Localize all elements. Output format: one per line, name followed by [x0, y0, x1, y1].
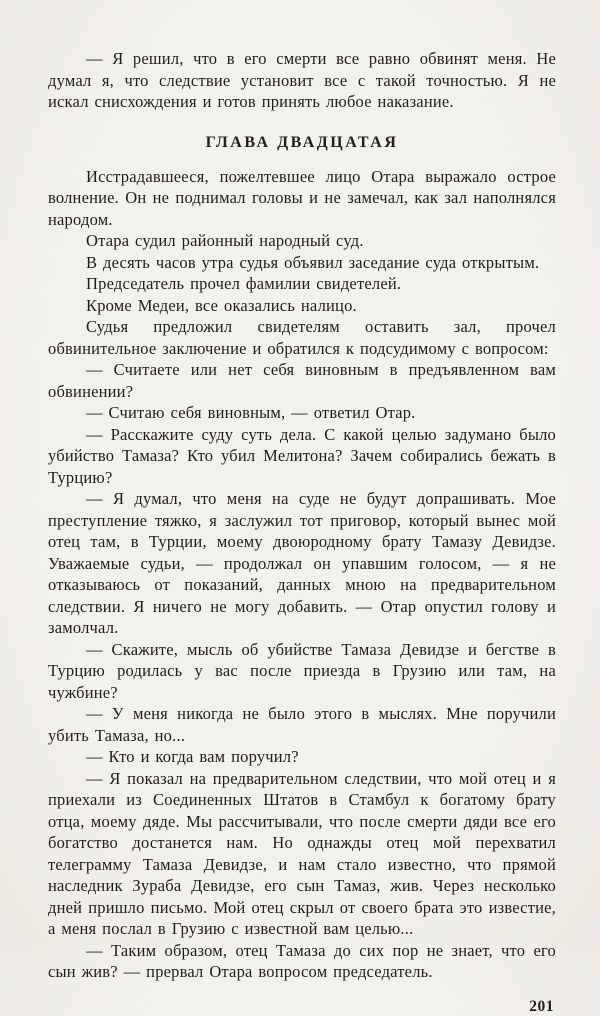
paragraph: — Скажите, мысль об убийстве Тамаза Девидзе и бегстве в Турцию родилась у вас после приезда в Грузию или там, на чужбине?	[48, 639, 556, 702]
paragraph: — Считаю себя виновным, — ответил Отар.	[86, 403, 416, 422]
paragraph: Председатель прочел фамилии свидетелей.	[86, 274, 402, 293]
paragraph: — У меня никогда не было этого в мыслях. Мне поручили убить Тамаза, но...	[48, 704, 556, 745]
paragraph-group-top	[48, 48, 556, 113]
paragraph: — Кто и когда вам поручил?	[86, 747, 299, 766]
paragraph: — Считаете или нет себя виновным в предъявленном вам обвинении?	[48, 360, 556, 401]
paragraph: Кроме Медеи, все оказались налицо.	[86, 295, 357, 315]
paragraph: Отара судил районный народный суд.	[86, 231, 364, 250]
paragraph: В десять часов утра судья объявил заседание суда открытым.	[86, 252, 540, 272]
paragraph-group-main	[48, 166, 556, 983]
paragraph: — Я показал на предварительном следствии, что мой отец и я приехали из Соединенных Штатов в Стамбул к богатому брату отца, моему дяде. Мы рассчитывали, что после смерти дяди все его богатство достанется нам. Но однажды отец мой перехватил телеграмму Тамаза Девидзе, и нам стало известно, что прямой наследник Зураба Девидзе, его сын Тамаз, жив. Через несколько дней пришло письмо. Мой отец скрыл от своего брата это известие, а меня послал в Грузию с известной вам целью...	[48, 768, 556, 938]
paragraph: Исстрадавшееся, пожелтевшее лицо Отара выражало острое волнение. Он не поднимал головы и не замечал, как зал наполнялся народом.	[48, 166, 556, 229]
paragraph: Судья предложил свидетелям оставить зал, прочел обвинительное заключение и обратился к подсудимому с вопросом:	[48, 317, 556, 358]
page-number: 201	[529, 997, 554, 1015]
paragraph: — Я решил, что в его смерти все равно обвинят меня. Не думал я, что следствие установит все с такой точностью. Я не искал снисхождения и готов принять любое наказание.	[48, 49, 556, 111]
paragraph: — Расскажите суду суть дела. С какой целью задумано было убийство Тамаза? Кто убил Мелитона? Зачем собирались бежать в Турцию?	[48, 424, 556, 487]
paragraph: — Таким образом, отец Тамаза до сих пор не знает, что его сын жив? — прервал Отара вопросом председатель.	[48, 940, 556, 981]
paragraph: — Я думал, что меня на суде не будут допрашивать. Мое преступление тяжко, я заслужил тот приговор, который вынес мой отец там, в Турции, моему двоюродному брату Тамазу Девидзе. Уважаемые судьи, — продолжал он упавшим голосом, — я не отказываюсь от показаний, данных мною на предварительном следствии. Я ничего не могу добавить. — Отар опустил голову и замолчал.	[48, 489, 556, 637]
chapter-heading: ГЛАВА ДВАДЦАТАЯ	[205, 133, 399, 151]
